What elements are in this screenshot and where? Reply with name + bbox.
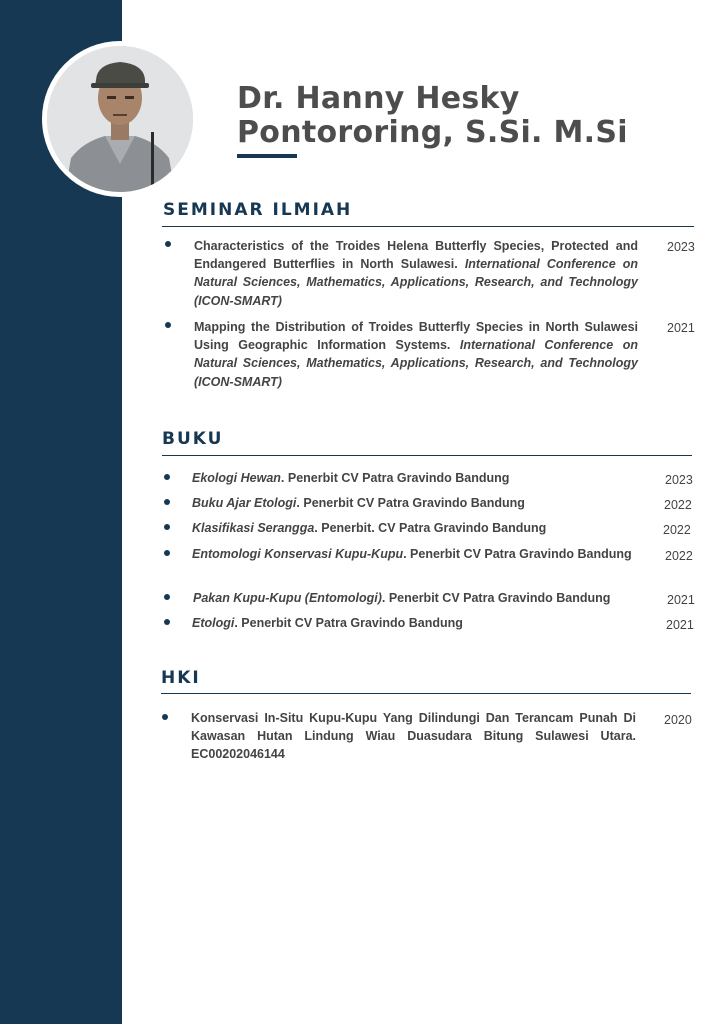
bullet-icon [164, 619, 170, 625]
bullet-icon [165, 241, 171, 247]
book-item-text: Pakan Kupu-Kupu (Entomologi). Penerbit CV Patra Gravindo Bandung [193, 591, 611, 605]
profile-photo [42, 41, 198, 197]
hki-item-text: Konservasi In-Situ Kupu-Kupu Yang Dilindungi Dan Terancam Punah Di Kawasan Hutan Lindung Wiau Duasudara Bitung Sulawesi Utara. EC00202046144 [191, 711, 636, 762]
book-item-title: Ekologi Hewan [192, 471, 281, 485]
book-item-year: 2022 [663, 523, 691, 537]
seminar-item-venue: International Conference on Natural Sciences, Mathematics, Applications, Research, and Technology (ICON-SMART) [194, 257, 638, 308]
seminar-item-text: Mapping the Distribution of Troides Butterfly Species in North Sulawesi Using Geographic Information Systems. International Conference on Natural Sciences, Mathematics, Applications, Research, and Technology (ICON-SMART) [194, 320, 638, 389]
section-rule-buku [162, 455, 692, 456]
book-item-text: Entomologi Konservasi Kupu-Kupu. Penerbit CV Patra Gravindo Bandung [192, 547, 632, 561]
book-item-year: 2022 [665, 549, 693, 563]
book-item-year: 2021 [666, 618, 694, 632]
book-item-year: 2021 [667, 593, 695, 607]
name-underline [237, 154, 297, 158]
seminar-item-year: 2021 [667, 321, 695, 335]
book-item-text: Ekologi Hewan. Penerbit CV Patra Gravindo Bandung [192, 471, 510, 485]
bullet-icon [164, 550, 170, 556]
book-item-title: Etologi [192, 616, 235, 630]
section-rule-hki [161, 693, 691, 694]
book-item-title: Buku Ajar Etologi [192, 496, 297, 510]
book-item-year: 2023 [665, 473, 693, 487]
person-name [237, 82, 697, 150]
bullet-icon [164, 499, 170, 505]
book-item-title: Klasifikasi Serangga [192, 521, 315, 535]
book-item-text: Klasifikasi Serangga. Penerbit. CV Patra Gravindo Bandung [192, 521, 547, 535]
bullet-icon [162, 714, 168, 720]
seminar-item-text: Characteristics of the Troides Helena Butterfly Species, Protected and Endangered Butterflies in North Sulawesi. International Conference on Natural Sciences, Mathematics, Applications, Research, and Technology (ICON-SMART) [194, 239, 638, 308]
section-title-seminar: SEMINAR ILMIAH [163, 200, 353, 220]
book-item-year: 2022 [664, 498, 692, 512]
seminar-item-venue: International Conference on Natural Sciences, Mathematics, Applications, Research, and Technology (ICON-SMART) [194, 338, 638, 389]
bullet-icon [164, 474, 170, 480]
section-title-hki: HKI [161, 668, 201, 688]
person-name-line1: Dr. Hanny Hesky [237, 81, 520, 116]
bullet-icon [164, 594, 170, 600]
book-item-text: Etologi. Penerbit CV Patra Gravindo Bandung [192, 616, 463, 630]
book-item-title: Entomologi Konservasi Kupu-Kupu [192, 547, 404, 561]
section-rule-seminar [162, 226, 694, 227]
bullet-icon [165, 322, 171, 328]
hki-item-year: 2020 [664, 713, 692, 727]
portrait-image [47, 46, 193, 192]
book-item-text: Buku Ajar Etologi. Penerbit CV Patra Gravindo Bandung [192, 496, 525, 510]
person-name-line2: Pontororing, S.Si. M.Si [237, 115, 628, 150]
seminar-item-year: 2023 [667, 240, 695, 254]
bullet-icon [164, 524, 170, 530]
book-item-title: Pakan Kupu-Kupu (Entomologi) [193, 591, 382, 605]
section-title-buku: BUKU [162, 429, 224, 449]
